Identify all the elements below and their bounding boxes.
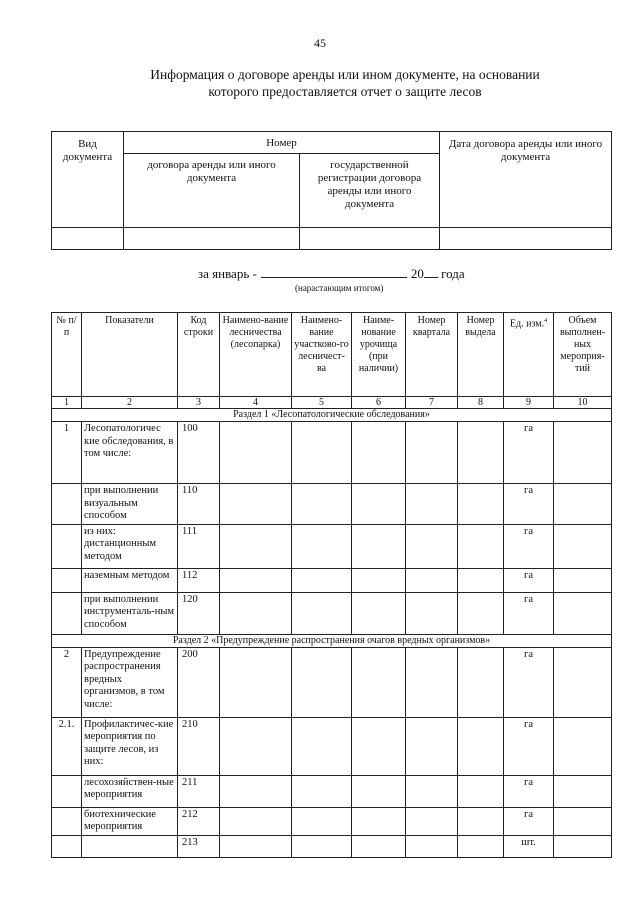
cell-registration-number[interactable] [300,228,440,250]
row-unit: га [504,524,554,568]
cell-district[interactable] [292,568,352,592]
cell-district[interactable] [292,422,352,484]
period-note: (нарастающим итогом) [295,283,384,293]
cell-allotment[interactable] [458,807,504,835]
row-unit: га [504,775,554,807]
lease-info-table [51,131,612,250]
report-table [51,312,612,858]
table-row [52,835,612,857]
cell-document-type[interactable] [52,228,124,250]
header-tract: Наиме-нование урочища (при наличии) [352,313,406,397]
header-registration-number: государственной регистрации договора аренды или иного документа [300,154,440,228]
cell-forestry[interactable] [220,484,292,525]
row-indicator [82,835,178,857]
cell-tract[interactable] [352,807,406,835]
cell-volume[interactable] [554,422,612,484]
cell-volume[interactable] [554,592,612,634]
cell-quarter[interactable] [406,647,458,717]
col-number: 4 [220,397,292,409]
col-number: 2 [82,397,178,409]
row-indicator: из них: дистанционным методом [82,524,178,568]
cell-allotment[interactable] [458,592,504,634]
header-unit [504,313,554,397]
cell-tract[interactable] [352,422,406,484]
table-row [52,717,612,775]
cell-allotment[interactable] [458,422,504,484]
period-year-prefix: 20 [410,266,424,281]
period-year-field[interactable] [424,265,438,278]
cell-district[interactable] [292,717,352,775]
row-num [52,835,82,857]
row-code: 120 [178,592,220,634]
row-indicator: лесохозяйствен-ные мероприятия [82,775,178,807]
document-title: Информация о договоре аренды или ином документе, на основании которого предоставляется отчет о защите лесов [150,67,540,99]
row-code: 111 [178,524,220,568]
cell-quarter[interactable] [406,484,458,525]
table-row [52,422,612,484]
cell-volume[interactable] [554,647,612,717]
cell-forestry[interactable] [220,717,292,775]
cell-district[interactable] [292,807,352,835]
header-district: Наимено-вание участково-го лесничест-ва [292,313,352,397]
row-unit: га [504,807,554,835]
col-number: 9 [504,397,554,409]
cell-forestry[interactable] [220,775,292,807]
header-quarter: Номер квартала [406,313,458,397]
header-indicators: Показатели [82,313,178,397]
table-row [52,807,612,835]
row-code: 210 [178,717,220,775]
cell-forestry[interactable] [220,807,292,835]
cell-tract[interactable] [352,835,406,857]
cell-tract[interactable] [352,717,406,775]
row-code: 112 [178,568,220,592]
table-row [52,647,612,717]
cell-quarter[interactable] [406,524,458,568]
row-num [52,484,82,525]
col-number: 6 [352,397,406,409]
cell-tract[interactable] [352,524,406,568]
row-indicator: Профилактичес-кие мероприятия по защите лесов, из них: [82,717,178,775]
header-volume: Объем выполнен-ных мероприя-тий [554,313,612,397]
period-year-suffix: года [441,266,465,281]
row-unit: га [504,717,554,775]
row-code: 211 [178,775,220,807]
header-code: Код строки [178,313,220,397]
cell-forestry[interactable] [220,835,292,857]
row-indicator: Лесопатологичес кие обследования, в том числе: [82,422,178,484]
cell-quarter[interactable] [406,835,458,857]
cell-tract[interactable] [352,775,406,807]
cell-allotment[interactable] [458,568,504,592]
cell-allotment[interactable] [458,647,504,717]
header-forestry: Наимено-вание лесничества (лесопарка) [220,313,292,397]
cell-quarter[interactable] [406,717,458,775]
cell-district[interactable] [292,524,352,568]
col-number: 1 [52,397,82,409]
col-number: 3 [178,397,220,409]
period-month-field[interactable] [261,265,407,278]
row-unit: шт. [504,835,554,857]
row-num [52,568,82,592]
cell-quarter[interactable] [406,592,458,634]
row-unit: га [504,647,554,717]
cell-quarter[interactable] [406,775,458,807]
cell-document-date[interactable] [440,228,612,250]
row-indicator: при выполнении визуальным способом [82,484,178,525]
reporting-period [198,265,465,282]
header-unit-label: Ед. изм. [509,318,545,330]
header-unit-footnote: 4 [544,318,548,324]
row-unit: га [504,422,554,484]
row-code: 110 [178,484,220,525]
row-code: 212 [178,807,220,835]
row-indicator: при выполнении инструменталь-ным способом [82,592,178,634]
row-code: 200 [178,647,220,717]
header-lease-number: договора аренды или иного документа [124,154,300,228]
cell-allotment[interactable] [458,835,504,857]
header-document-type: Вид документа [52,132,124,228]
cell-allotment[interactable] [458,484,504,525]
cell-tract[interactable] [352,592,406,634]
row-indicator: биотехнические мероприятия [82,807,178,835]
row-num: 2 [52,647,82,717]
cell-forestry[interactable] [220,592,292,634]
cell-allotment[interactable] [458,524,504,568]
header-allotment: Номер выдела [458,313,504,397]
row-num [52,807,82,835]
row-num [52,592,82,634]
period-prefix: за январь - [198,266,257,281]
table-row [52,484,612,525]
table-row [52,592,612,634]
col-number: 7 [406,397,458,409]
cell-tract[interactable] [352,484,406,525]
cell-district[interactable] [292,592,352,634]
cell-district[interactable] [292,775,352,807]
cell-volume[interactable] [554,524,612,568]
table-row [52,568,612,592]
page-number: 45 [314,36,326,50]
row-num [52,775,82,807]
cell-volume[interactable] [554,775,612,807]
cell-volume[interactable] [554,568,612,592]
row-num: 2.1. [52,717,82,775]
table-row [52,775,612,807]
cell-lease-number[interactable] [124,228,300,250]
cell-forestry[interactable] [220,568,292,592]
cell-allotment[interactable] [458,717,504,775]
cell-quarter[interactable] [406,422,458,484]
header-num: № п/п [52,313,82,397]
cell-district[interactable] [292,835,352,857]
cell-tract[interactable] [352,568,406,592]
cell-district[interactable] [292,647,352,717]
cell-quarter[interactable] [406,568,458,592]
cell-forestry[interactable] [220,524,292,568]
cell-volume[interactable] [554,484,612,525]
col-number: 10 [554,397,612,409]
cell-forestry[interactable] [220,422,292,484]
cell-forestry[interactable] [220,647,292,717]
col-number: 5 [292,397,352,409]
row-num: 1 [52,422,82,484]
row-unit: га [504,484,554,525]
section-1-title: Раздел 1 «Лесопатологические обследования» [52,409,612,422]
table-row [52,524,612,568]
row-code: 213 [178,835,220,857]
row-code: 100 [178,422,220,484]
cell-tract[interactable] [352,647,406,717]
cell-quarter[interactable] [406,807,458,835]
header-document-date: Дата договора аренды или иного документа [440,132,612,228]
row-num [52,524,82,568]
cell-volume[interactable] [554,835,612,857]
row-unit: га [504,568,554,592]
row-indicator: Предупреждение распространения вредных организмов, в том числе: [82,647,178,717]
header-number: Номер [124,132,440,154]
col-number: 8 [458,397,504,409]
row-indicator: наземным методом [82,568,178,592]
section-2-title: Раздел 2 «Предупреждение распространения очагов вредных организмов» [52,634,612,647]
cell-district[interactable] [292,484,352,525]
cell-volume[interactable] [554,807,612,835]
row-unit: га [504,592,554,634]
cell-volume[interactable] [554,717,612,775]
cell-allotment[interactable] [458,775,504,807]
